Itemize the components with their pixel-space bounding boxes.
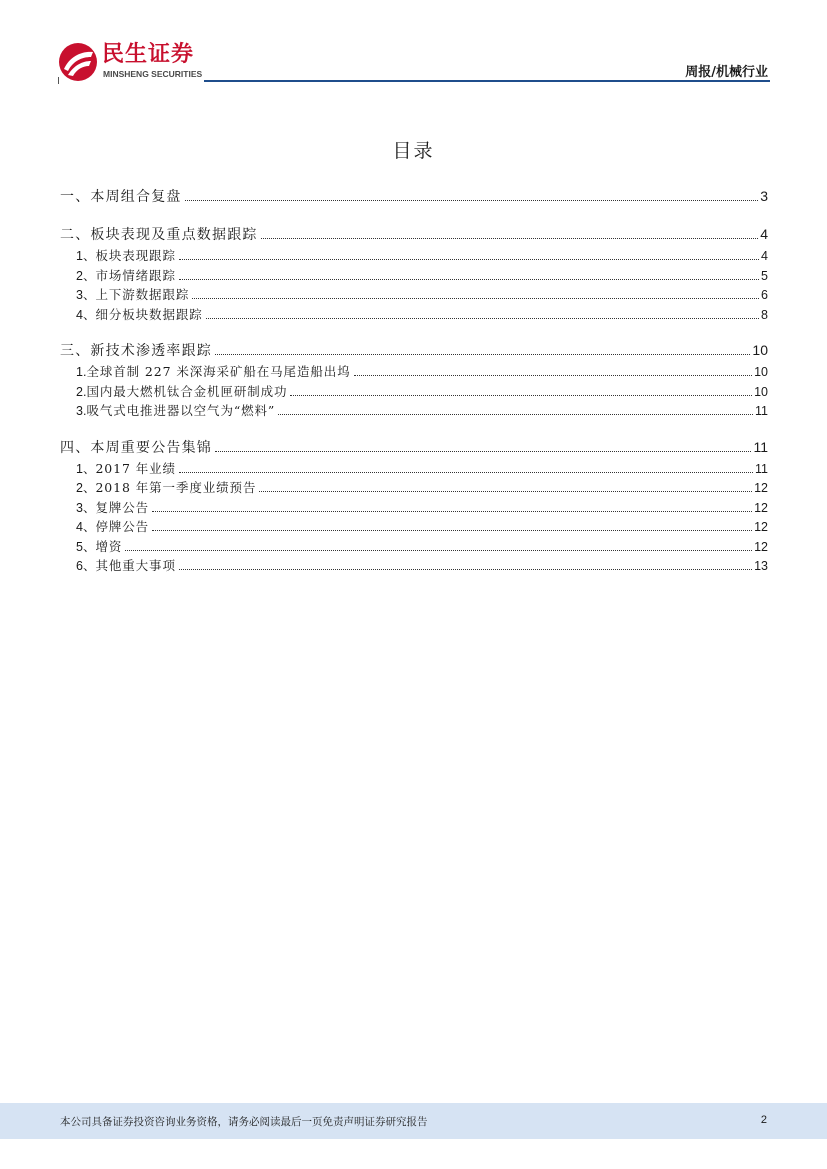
toc-title: 目录 [392,140,435,162]
toc-section-1[interactable] [60,186,768,208]
toc-item[interactable] [60,305,768,325]
toc-item-label: 6、其他重大事项 [76,558,176,573]
toc-page-number: 8 [761,307,768,322]
toc-item[interactable] [60,382,768,402]
toc-leader-dots [354,366,753,376]
toc-leader-dots [215,345,750,355]
toc-page-number: 11 [755,404,768,418]
toc-leader-dots [290,386,752,396]
header-tick-mark [58,77,59,84]
toc-leader-dots [179,250,759,260]
toc-section-2[interactable] [60,224,768,246]
toc-section-4[interactable] [60,437,768,459]
toc-leader-dots [152,521,752,531]
footer-page-number: 2 [760,1114,767,1126]
header-divider [204,80,770,82]
toc-leader-dots [152,502,752,512]
toc-page-number: 4 [760,226,768,242]
page-footer [0,1103,827,1139]
minsheng-logo-icon [58,42,98,82]
table-of-contents [60,186,768,576]
logo-chinese-name: 民生证券 [102,42,195,67]
toc-leader-dots [215,442,751,452]
toc-page-number: 13 [754,559,768,573]
toc-item[interactable] [60,362,768,382]
toc-item[interactable] [60,556,768,576]
toc-page-number: 10 [752,342,768,358]
toc-page-number: 3 [760,188,768,204]
toc-item[interactable] [60,478,768,498]
toc-leader-dots [125,541,752,551]
toc-item[interactable] [60,537,768,557]
toc-item-label: 1.全球首制 227 米深海采矿船在马尾造船出坞 [76,364,351,379]
toc-section-label: 三、新技术渗透率跟踪 [60,343,213,359]
toc-item[interactable] [60,285,768,305]
toc-leader-dots [179,463,753,473]
toc-page-number: 12 [754,520,768,534]
logo-english-name: MINSHENG SECURITIES [103,69,203,79]
toc-leader-dots [185,191,759,201]
toc-item-label: 2.国内最大燃机钛合金机匣研制成功 [76,383,288,399]
toc-page-number: 12 [754,481,768,495]
toc-item-label: 2、2018 年第一季度业绩预告 [76,480,257,495]
toc-leader-dots [206,309,759,319]
toc-leader-dots [259,482,752,492]
toc-page-number: 11 [755,461,768,476]
toc-item[interactable] [60,459,768,479]
toc-page-number: 10 [754,384,768,399]
footer-disclaimer: 本公司具备证券投资咨询业务资格，请务必阅读最后一页免责声明证券研究报告 [60,1116,428,1128]
toc-page-number: 6 [761,288,768,302]
toc-item[interactable] [60,517,768,537]
toc-leader-dots [192,289,759,299]
toc-page-number: 10 [754,365,768,379]
toc-page-number: 4 [761,249,768,263]
toc-leader-dots [278,405,753,415]
toc-page-number: 5 [761,268,768,283]
toc-item-label: 5、增资 [76,538,123,554]
toc-page-number: 12 [754,539,768,554]
toc-item-label: 4、细分板块数据跟踪 [76,306,203,322]
toc-section-label: 四、本周重要公告集锦 [60,439,213,456]
minsheng-logo [58,40,218,84]
toc-item[interactable] [60,246,768,266]
toc-leader-dots [179,270,759,280]
toc-item[interactable] [60,498,768,518]
toc-section-label: 二、板块表现及重点数据跟踪 [60,227,258,243]
toc-leader-dots [261,229,759,239]
report-type-label: 周报/机械行业 [685,65,768,80]
toc-page-number: 11 [753,438,768,455]
toc-section-label: 一、本周组合复盘 [60,189,182,205]
toc-item-label: 3、复牌公告 [76,499,150,515]
toc-item-label: 3.吸气式电推进器以空气为“燃料” [76,403,276,418]
toc-section-3[interactable] [60,340,768,362]
toc-item-label: 1、板块表现跟踪 [76,248,176,263]
toc-item-label: 3、上下游数据跟踪 [76,287,190,302]
toc-page-number: 12 [754,500,768,515]
page-header [58,40,770,84]
toc-item-label: 4、停牌公告 [76,519,150,534]
toc-item-label: 2、市场情绪跟踪 [76,267,176,283]
toc-item[interactable] [60,401,768,421]
toc-leader-dots [179,560,752,570]
toc-item-label: 1、2017 年业绩 [76,460,176,476]
toc-item[interactable] [60,266,768,286]
